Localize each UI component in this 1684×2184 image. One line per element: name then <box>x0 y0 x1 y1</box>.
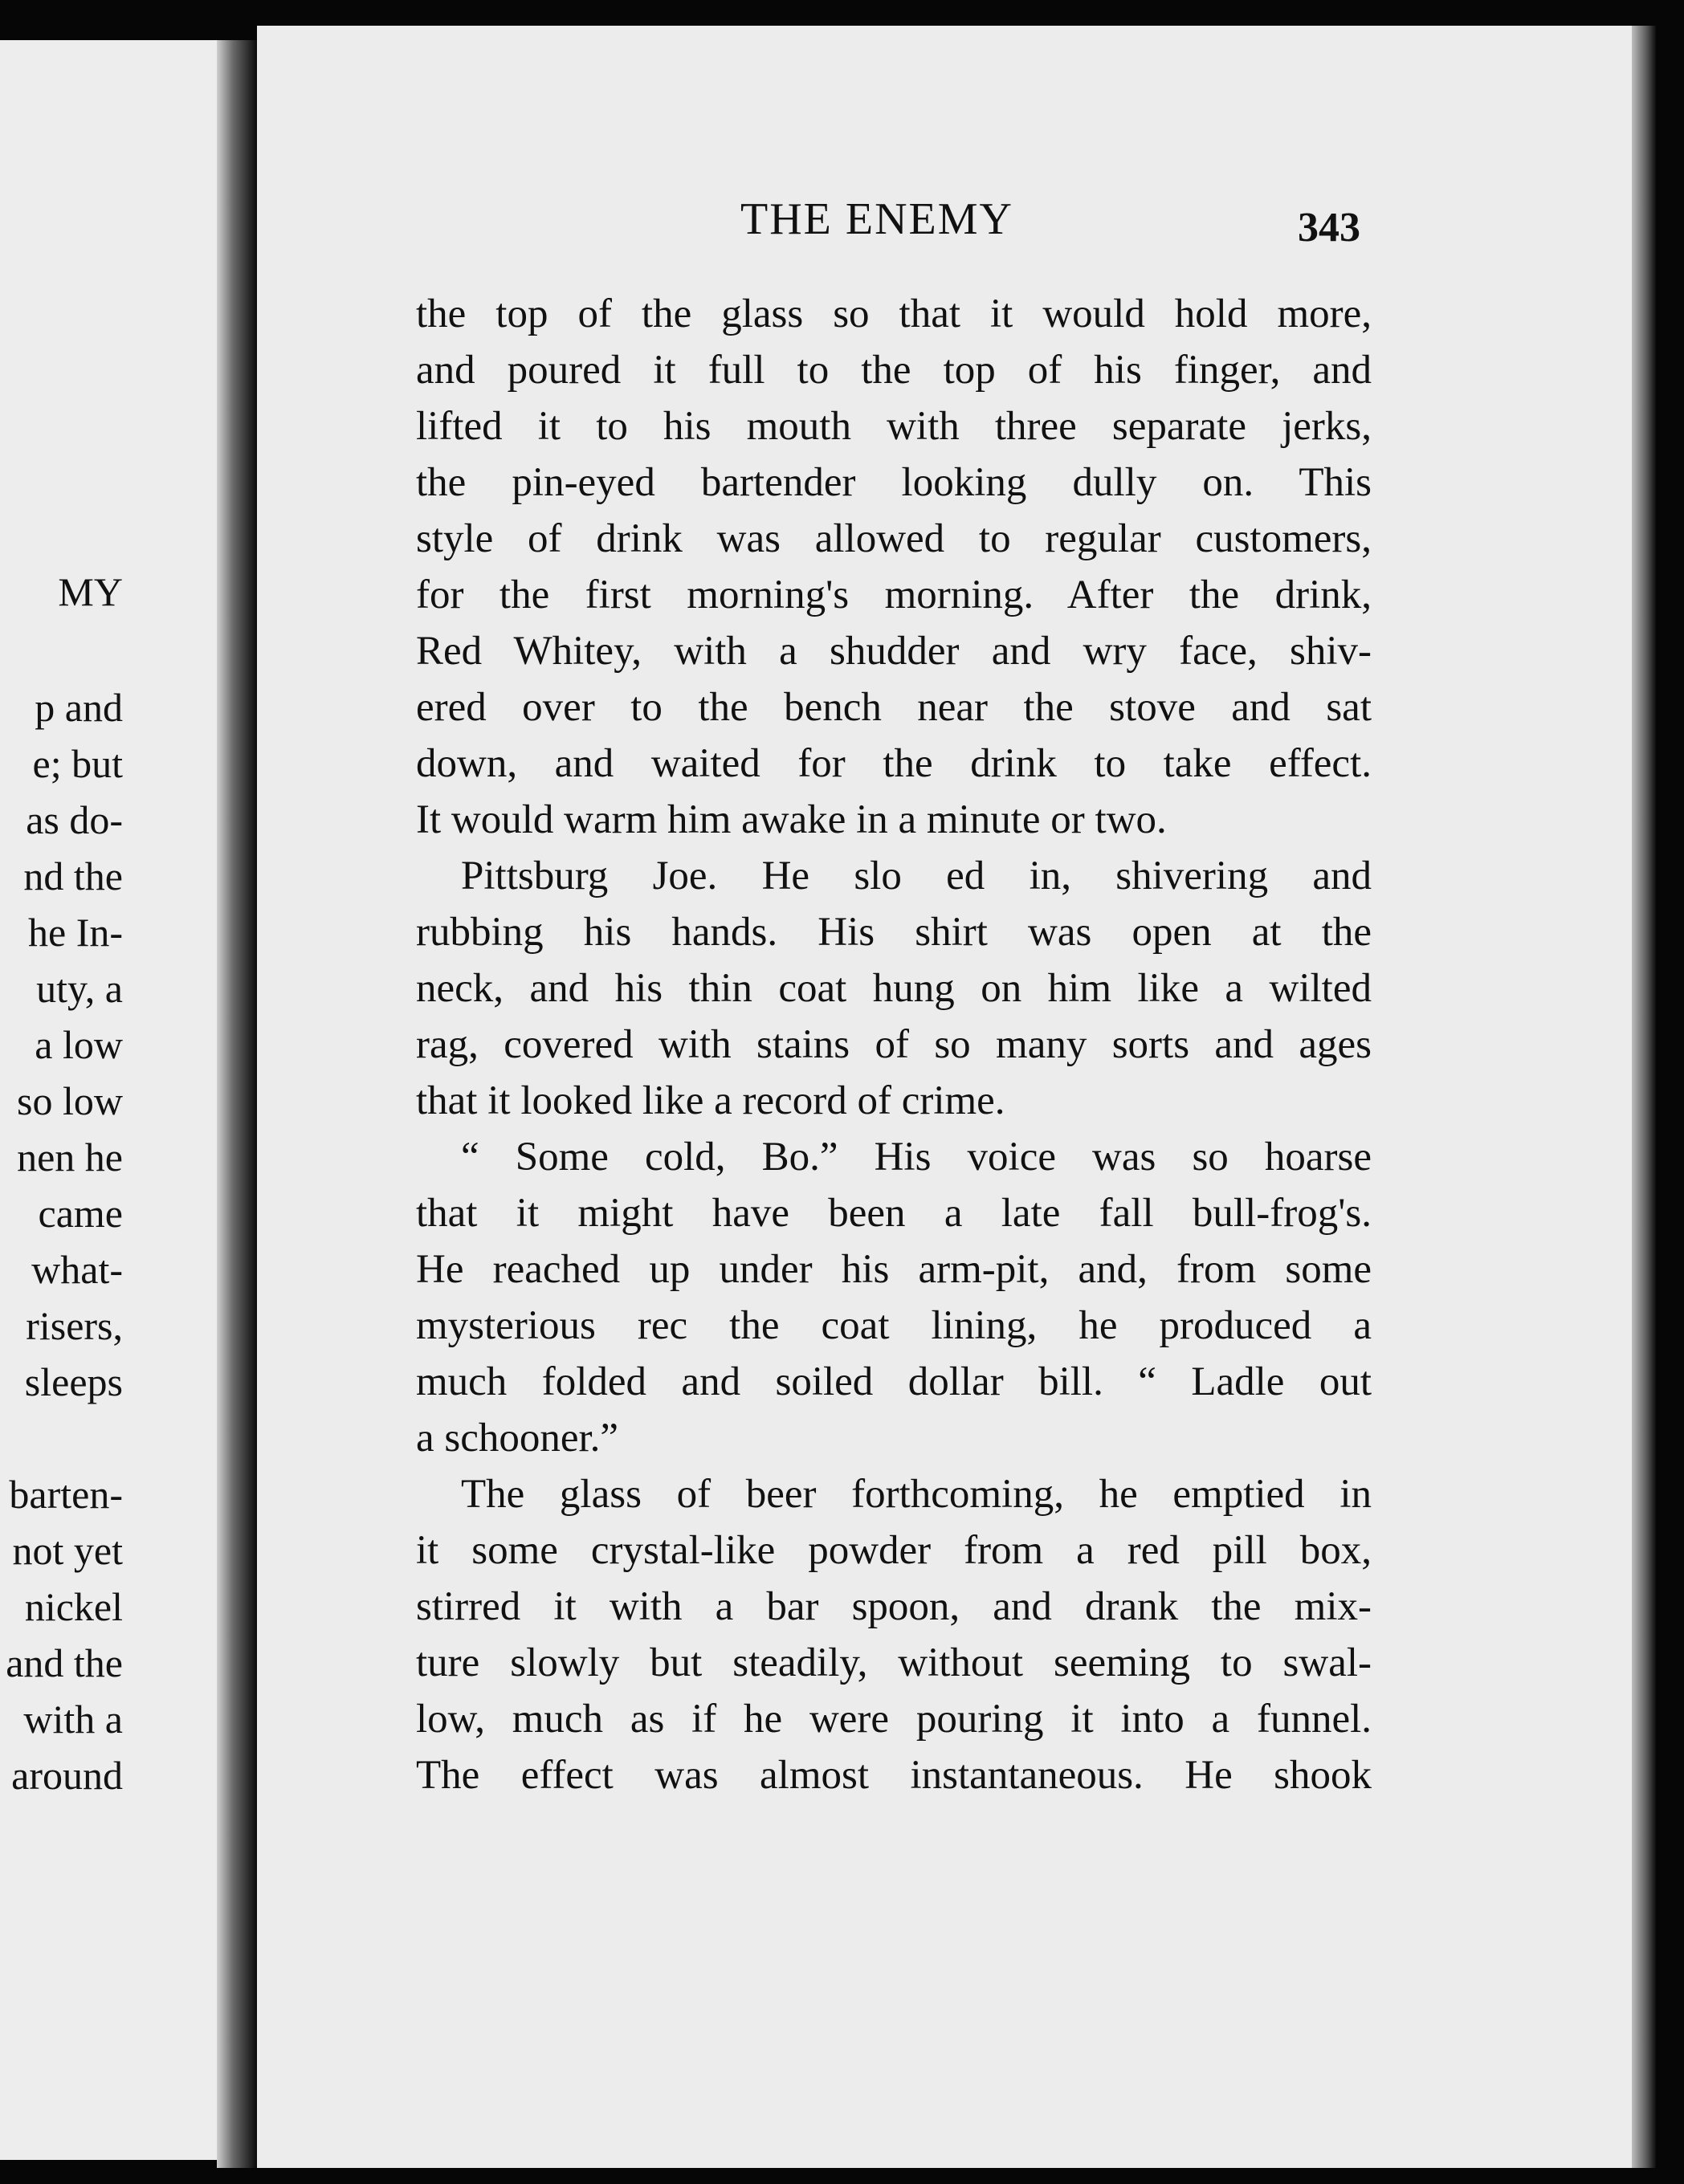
left-page-line: what- <box>31 1247 123 1292</box>
text-line: that it might have been a late fall bull-frog's. <box>416 1191 1372 1236</box>
text-line: much folded and soiled dollar bill. “ Ladle out <box>416 1359 1372 1404</box>
text-line: down, and waited for the drink to take effect. <box>416 741 1372 786</box>
left-facing-page <box>0 40 229 2160</box>
text-line: the top of the glass so that it would hold more, <box>416 291 1372 336</box>
text-line: stirred it with a bar spoon, and drank the mix- <box>416 1584 1372 1629</box>
text-line: The glass of beer forthcoming, he emptied in <box>461 1472 1372 1517</box>
left-page-line: sleeps <box>24 1359 123 1404</box>
left-page-line: a low <box>35 1022 123 1067</box>
left-page-line: MY <box>58 569 123 614</box>
text-line: for the first morning's morning. After the drink, <box>416 572 1372 617</box>
left-page-line: e; but <box>32 741 123 786</box>
running-head: THE ENEMY <box>740 194 1013 244</box>
text-line: It would warm him awake in a minute or two. <box>416 797 1167 842</box>
text-line: Pittsburg Joe. He slo ed in, shivering and <box>461 854 1372 898</box>
left-page-line: so low <box>17 1078 123 1123</box>
text-line: low, much as if he were pouring it into a funnel. <box>416 1697 1372 1742</box>
left-page-line: as do- <box>26 797 123 842</box>
left-page-line: nen he <box>17 1135 123 1180</box>
text-line: and poured it full to the top of his finger, and <box>416 348 1372 393</box>
text-line: Red Whitey, with a shudder and wry face, shiv- <box>416 629 1372 674</box>
left-page-line: uty, a <box>36 966 123 1011</box>
left-page-line: nickel <box>24 1584 123 1629</box>
text-line: rag, covered with stains of so many sorts and ages <box>416 1022 1372 1067</box>
text-line: a schooner.” <box>416 1416 619 1461</box>
text-line: “ Some cold, Bo.” His voice was so hoarse <box>461 1135 1372 1180</box>
left-page-line: came <box>38 1191 123 1236</box>
text-line: it some crystal-like powder from a red pill box, <box>416 1528 1372 1573</box>
text-line: the pin-eyed bartender looking dully on. This <box>416 460 1372 505</box>
left-page-line: nd the <box>23 854 123 898</box>
left-page-line: he In- <box>28 910 123 955</box>
left-page-line: barten- <box>9 1472 123 1517</box>
text-line: style of drink was allowed to regular customers, <box>416 516 1372 561</box>
left-page-line: with a <box>23 1697 123 1742</box>
left-page-line: p and <box>35 685 123 730</box>
text-line: mysterious rec the coat lining, he produced a <box>416 1303 1372 1348</box>
book-spine-gutter <box>217 40 257 2168</box>
text-line: He reached up under his arm-pit, and, from some <box>416 1247 1372 1292</box>
text-line: that it looked like a record of crime. <box>416 1078 1005 1123</box>
text-line: The effect was almost instantaneous. He shook <box>416 1753 1372 1798</box>
page-number: 343 <box>1298 205 1360 251</box>
left-page-line: around <box>11 1753 123 1798</box>
left-page-line: not yet <box>12 1528 123 1573</box>
page-body-text <box>416 286 1372 1803</box>
page-edge-shadow <box>1632 26 1656 2168</box>
text-line: ered over to the bench near the stove and sat <box>416 685 1372 730</box>
text-line: ture slowly but steadily, without seeming to swal- <box>416 1640 1372 1685</box>
left-page-line: and the <box>6 1640 123 1685</box>
text-line: neck, and his thin coat hung on him like a wilted <box>416 966 1372 1011</box>
text-line: lifted it to his mouth with three separate jerks, <box>416 404 1372 449</box>
left-page-line: risers, <box>26 1303 123 1348</box>
text-line: rubbing his hands. His shirt was open at the <box>416 910 1372 955</box>
